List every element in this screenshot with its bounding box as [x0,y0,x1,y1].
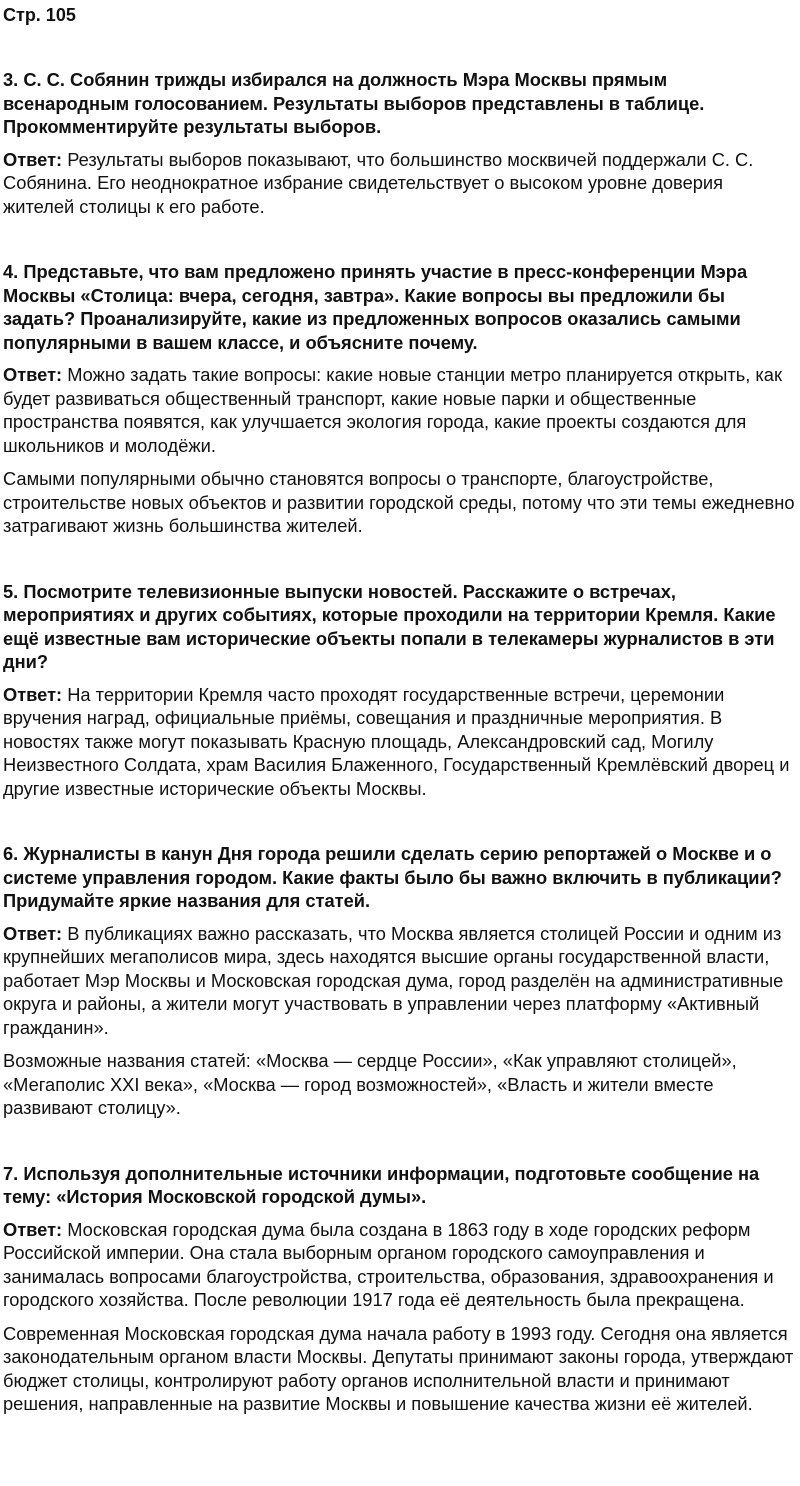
answer-label: Ответ: [3,1218,63,1240]
task-question: 3. С. С. Собянин трижды избирался на должность Мэра Москвы прямым всенародным голосованием. Результаты выборов представлены в таблице. Прокомментируйте результаты выборов. [3,69,705,137]
answer-paragraph: Современная Московская городская дума начала работу в 1993 году. Сегодня она является законодательным органом власти Москвы. Депутаты принимают законы города, утверждают бюджет столицы, контролируют работу органов исполнительной власти и принимают решения, направленные на развитие Москвы и повышение качества жизни её жителей. [3,1322,794,1414]
task-5 [3,580,795,801]
answer-text: На территории Кремля часто проходят государственные встречи, церемонии вручения наград, официальные приёмы, совещания и праздничные мероприятия. В новостях также могут показывать Красную площадь, Александровский сад, Могилу Неизвестного Солдата, храм Василия Блаженного, Государственный Кремлёвский дворец и другие известные исторические объекты Москвы. [3,683,790,799]
task-question: 6. Журналисты в канун Дня города решили сделать серию репортажей о Москве и о системе управления городом. Какие факты было бы важно включить в публикации? Придумайте яркие названия для статей. [3,843,782,911]
task-6 [3,842,795,1120]
answer-label: Ответ: [3,922,63,944]
task-4 [3,260,795,538]
answer-label: Ответ: [3,148,63,170]
answer-text: Можно задать такие вопросы: какие новые станции метро планируется открыть, как будет развиваться общественный транспорт, какие новые парки и общественные пространства появятся, как улучшается экология города, какие проекты создаются для школьников и молодёжи. [3,364,782,456]
task-answer [3,683,795,801]
answer-text: В публикациях важно рассказать, что Москва является столицей России и одним из крупнейших мегаполисов мира, здесь находятся высшие органы государственной власти, работает Мэр Москвы и Московская городская дума, город разделён на административные округа и районы, а жители могут участвовать в управлении через платформу «Активный гражданин». [3,922,784,1038]
task-7 [3,1162,795,1416]
answer-text: Московская городская дума была создана в 1863 году в ходе городских реформ Российской империи. Она стала выборным органом городского самоуправления и занималась вопросами благоустройства, строительства, образования, здравоохранения и городского хозяйства. После революции 1917 года её деятельность была прекращена. [3,1218,774,1310]
task-answer [3,922,795,1040]
answer-paragraph: Самыми популярными обычно становятся вопросы о транспорте, благоустройстве, строительстве новых объектов и развитии городской среды, потому что эти темы ежедневно затрагивают жизнь большинства жителей. [3,468,795,536]
answer-paragraph: Возможные названия статей: «Москва — сердце России», «Как управляют столицей», «Мегаполис XXI века», «Москва — город возможностей», «Власть и жители вместе развивают столицу». [3,1050,737,1118]
task-answer [3,148,795,219]
page-number: Стр. 105 [3,5,76,25]
task-question: 7. Используя дополнительные источники информации, подготовьте сообщение на тему: «История Московской городской думы». [3,1162,760,1207]
answer-text: Результаты выборов показывают, что большинство москвичей поддержали С. С. Собянина. Его неоднократное избрание свидетельствует о высоком уровне доверия жителей столицы к его работе. [3,148,754,217]
answer-label: Ответ: [3,683,63,705]
task-question: 4. Представьте, что вам предложено принять участие в пресс-конференции Мэра Москвы «Столица: вчера, сегодня, завтра». Какие вопросы вы предложили бы задать? Проанализируйте, какие из предложенных вопросов оказались самыми популярными в вашем классе, и объясните почему. [3,261,748,353]
answer-label: Ответ: [3,364,63,385]
task-question: 5. Посмотрите телевизионные выпуски новостей. Расскажите о встречах, мероприятиях и других событиях, которые проходили на территории Кремля. Какие ещё известные вам исторические объекты попали в телекамеры журналистов в эти дни? [3,580,776,672]
task-answer [3,363,795,457]
task-answer [3,1218,795,1312]
task-3 [3,68,795,218]
